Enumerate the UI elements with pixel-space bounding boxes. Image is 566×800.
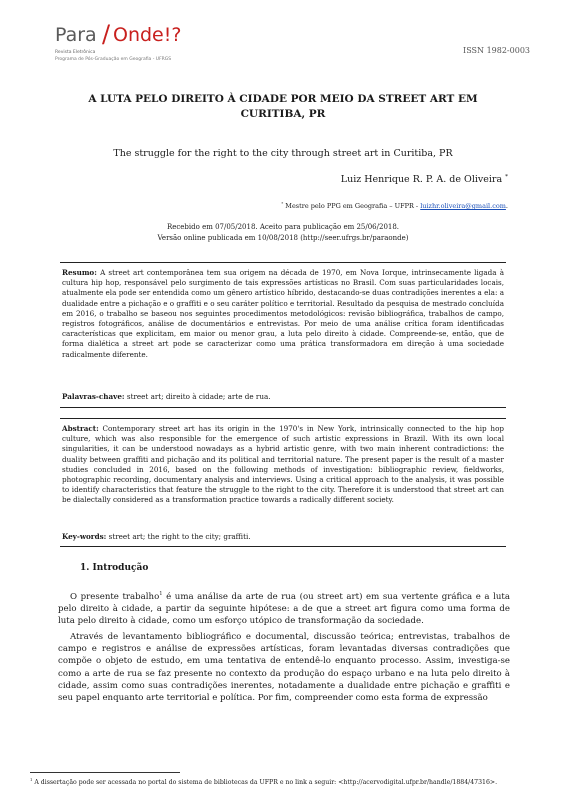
online-date: Versão online publicada em 10/08/2018 (http://seer.ufrgs.br/paraonde) bbox=[157, 233, 409, 242]
affil-end: . bbox=[505, 202, 508, 211]
footnote-ref[interactable]: 1 bbox=[159, 591, 163, 597]
paper-title: A LUTA PELO DIREITO À CIDADE POR MEIO DA STREET ART EM CURITIBA, PR bbox=[88, 93, 478, 120]
body-paragraph-2: Através de levantamento bibliográfico e documental, discussão teórica; entrevistas, trabalhos de campo e registros e análise de expressões artísticas, foram levantadas diversas contradições que compõe o objeto de estudo, em uma tentativa de entendê-lo enquanto processo. Assim, investiga-se como a arte de rua se faz presente no contexto da produção do espaço urbano e na luta pelo direito à cidade, assim como suas contradições inerentes, notadamente a dualidade entre pichação e graffiti e seu papel enquanto arte territorial e política. Por fim, compreender como esta forma de expressão bbox=[58, 632, 510, 704]
affil-mark: * bbox=[281, 201, 284, 206]
resumo-bottom-rule bbox=[60, 407, 506, 408]
key-words-text: street art; the right to the city; graffiti. bbox=[108, 532, 251, 541]
paper-subtitle: The struggle for the right to the city through street art in Curitiba, PR bbox=[113, 148, 453, 159]
affiliation-text: Mestre pelo PPG em Geografia – UFPR - bbox=[285, 202, 419, 211]
abstract-top-rule bbox=[60, 418, 506, 419]
key-words-label: Key-words: bbox=[62, 532, 107, 541]
palavras-chave bbox=[62, 392, 504, 402]
footnote-mark: 1 bbox=[30, 778, 33, 782]
abstract-block bbox=[62, 424, 504, 506]
footnote-rule bbox=[30, 772, 180, 773]
issn: ISSN 1982-0003 bbox=[463, 46, 530, 55]
resumo-text: A street art contemporânea tem sua origem na década de 1970, em Nova Iorque, intrinsecamente ligada à cultura hip hop, responsável pelo surgimento de tais expressões artísticas no Brasil. Com suas particularidades locais, atualmente ela pode ser entendida como um gênero artístico híbrido, destacando-se duas contradições inerentes a ela: a dualidade entre a pichação e o graffiti e o seu caráter político e territorial. Resultado da pesquisa de mestrado concluída em 2016, o trabalho se baseou nos seguintes procedimentos metodológicos: revisão bibliográfica, trabalhos de campo, registros fotográficos, análise de documentários e entrevistas. Por meio de uma análise crítica foram identificadas características que explicitam, em maior ou menor grau, a luta pelo direito à cidade. Compreende-se, então, que de forma dialética a street art pode se caracterizar como uma prática transformadora em direção à uma sociedade radicalmente diferente. bbox=[62, 268, 504, 359]
publication-dates bbox=[60, 222, 506, 243]
p1-rest: é uma análise da arte de rua (ou street art) em sua vertente gráfica e a luta pelo direito à cidade, a partir da seguinte hipótese: a de que a street art figura como uma forma de luta pelo direito à cidade, como um esforço utópico de transformação da sociedade. bbox=[58, 591, 510, 627]
journal-logo bbox=[55, 20, 205, 70]
palavras-chave-text: street art; direito à cidade; arte de rua. bbox=[126, 392, 271, 401]
body-paragraph-1 bbox=[58, 588, 510, 627]
resumo-top-rule bbox=[60, 262, 506, 263]
author-line bbox=[341, 174, 508, 185]
p1-start: O presente trabalho bbox=[70, 591, 160, 602]
key-words bbox=[62, 532, 504, 542]
author-name: Luiz Henrique R. P. A. de Oliveira bbox=[340, 174, 503, 186]
abstract-text: Contemporary street art has its origin in the 1970's in New York, intrinsically connected to the hip hop culture, which was also responsible for the emergence of such artistic expressions in Brazil. With its own local singularities, it can be understood nowadays as a hybrid artistic genre, with two main inherent contradictions: the duality between graffiti and pichação and its political and territorial nature. The present paper is the result of a master studies concluded in 2016, based on the following methods of investigation: bibliographic review, fieldworks, photographic recording, documentary analysis and interviews. Using a critical approach to the analysis, it was possible to identify characteristics that feature the struggle to the right to the city. Therefore it is understood that street art can be dialectally considered as a transformation practice towards a radically different society. bbox=[62, 424, 504, 505]
received-date: Recebido em 07/05/2018. Aceito para publicação em 25/06/2018. bbox=[166, 223, 400, 231]
logo-para-text: Para bbox=[55, 24, 97, 46]
affiliation bbox=[281, 201, 508, 210]
footnote-text: A dissertação pode ser acessada no portal do sistema de bibliotecas da UFPR e no link a seguir: <http://acervodigital.ufpr.br/handle/1884/47316>. bbox=[34, 779, 498, 787]
logo-slash: / bbox=[102, 20, 111, 48]
abstract-bottom-rule bbox=[60, 546, 506, 547]
footnote bbox=[30, 776, 536, 787]
author-mark: * bbox=[505, 174, 508, 180]
logo-subtitle: Revista Eletrônica bbox=[55, 50, 96, 55]
section-heading-introducao: 1. Introdução bbox=[80, 563, 149, 573]
abstract-label: Abstract: bbox=[62, 424, 99, 433]
palavras-chave-label: Palavras-chave: bbox=[62, 392, 125, 401]
logo-onde-text: Onde!? bbox=[113, 24, 182, 46]
logo-program: Programa de Pós-Graduação em Geografia - UFRGS bbox=[55, 57, 172, 62]
resumo-label: Resumo: bbox=[62, 268, 97, 277]
author-email-link[interactable]: luizhr.oliveira@gmail.com bbox=[420, 202, 506, 211]
resumo-block bbox=[62, 268, 504, 360]
